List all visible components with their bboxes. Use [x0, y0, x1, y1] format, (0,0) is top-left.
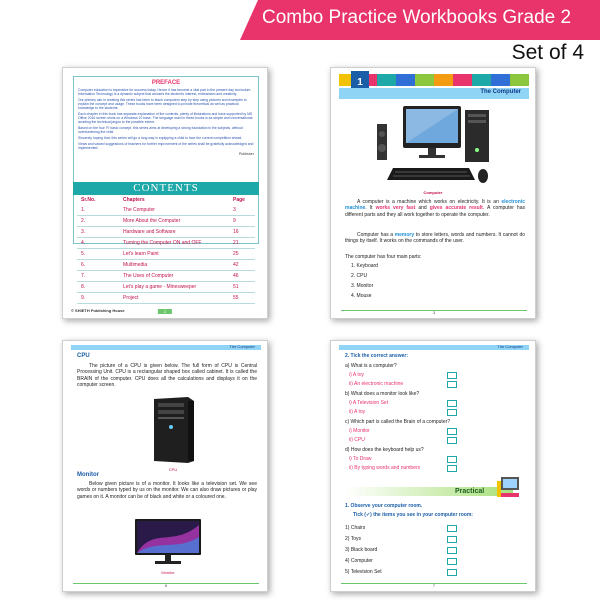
- page-number: 3: [341, 310, 527, 314]
- toc-row: [77, 271, 255, 282]
- observe-instruction: 1. Observe your computer room.: [345, 503, 423, 509]
- contents-title: CONTENTS: [73, 182, 259, 195]
- part-item: 4. Mouse: [351, 293, 372, 299]
- toc-chapter: Let's learn Paint: [123, 251, 159, 257]
- item-checkbox[interactable]: [447, 558, 457, 565]
- answer-checkbox[interactable]: [447, 400, 457, 407]
- cpu-shape: [465, 110, 489, 162]
- page-number: 6: [73, 583, 259, 587]
- toc-page: 55: [233, 295, 239, 301]
- toc-row: [77, 205, 255, 216]
- toc-page: 9: [233, 218, 236, 224]
- keyboard-shape: [387, 168, 475, 180]
- answer-checkbox[interactable]: [447, 428, 457, 435]
- computer-illustration: [373, 104, 495, 188]
- page-the-computer: [330, 67, 536, 319]
- answer-option: i) A toy: [349, 372, 365, 378]
- computer-icon: [495, 475, 523, 499]
- preface-paragraph: Computer education is imperative for success today. Hence it has become a vital part in the present day curriculum. Information Technology is a dynamic subject that arouses the student's interest, enthusiasm and creativity.: [78, 88, 252, 96]
- toc-no: 4.: [81, 240, 86, 246]
- practical-item: 2) Toys: [345, 536, 362, 542]
- toc-row: [77, 282, 255, 293]
- toc-row: [77, 238, 255, 249]
- answer-option: i) Monitor: [349, 428, 370, 434]
- toc-no: 3.: [81, 229, 86, 235]
- monitor-title: Monitor: [77, 472, 99, 478]
- toc-row: [77, 227, 255, 238]
- question: c) Which part is called the Brain of a computer?: [345, 419, 451, 425]
- answer-checkbox[interactable]: [447, 381, 457, 388]
- practical-item: 3) Black board: [345, 547, 378, 553]
- item-checkbox[interactable]: [447, 525, 457, 532]
- toc-no: 8.: [81, 284, 86, 290]
- page-header-label: The Computer: [229, 344, 255, 349]
- practical-item: 1) Chairs: [345, 525, 366, 531]
- computer-paragraph-1: A computer is a machine which works on electricity. It is an electronic machine. It works very fast and gives accurate result. A computer has different parts and they all work together to operate the computer.: [345, 199, 525, 218]
- answer-option: ii) By typing words and numbers: [349, 465, 421, 471]
- answer-option: ii) CPU: [349, 437, 365, 443]
- toc-header-chapter: Chapters: [123, 197, 145, 203]
- part-item: 3. Monitor: [351, 283, 374, 289]
- question: b) What does a monitor look like?: [345, 391, 420, 397]
- answer-checkbox[interactable]: [447, 372, 457, 379]
- chapter-number: 1: [351, 71, 369, 95]
- cpu-caption: CPU: [168, 467, 178, 472]
- practical-item: 4) Computer: [345, 558, 373, 564]
- parts-intro: The computer has four main parts:: [345, 254, 422, 260]
- toc-page: 3: [233, 207, 236, 213]
- toc-row: [77, 260, 255, 271]
- exercise-title: 2. Tick the correct answer:: [345, 353, 408, 359]
- speaker-shape: [377, 124, 387, 160]
- toc-no: 1.: [81, 207, 86, 213]
- question: a) What is a computer?: [345, 363, 397, 369]
- page-cpu-monitor: [62, 340, 268, 592]
- part-item: 2. CPU: [351, 273, 368, 279]
- toc-header-page: Page: [233, 197, 245, 203]
- answer-option: i) A Television Set: [349, 400, 389, 406]
- banner-title: Combo Practice Workbooks Grade 2: [262, 7, 572, 28]
- toc-no: 7.: [81, 273, 86, 279]
- item-checkbox[interactable]: [447, 547, 457, 554]
- toc-chapter: Multimedia: [123, 262, 148, 268]
- monitor-paragraph: Below given picture is of a monitor. It looks like a television set. We see words or numbers typed by us on the monitor. We can also draw pictures or play games on it. A monitor can be of black and white or a coloured one.: [77, 481, 257, 500]
- page-number: 7: [341, 583, 527, 587]
- toc-row: [77, 249, 255, 260]
- toc-page: 25: [233, 251, 239, 257]
- toc-chapter: Turning the Computer ON and OFF: [123, 240, 202, 246]
- preface-paragraph: Sincerely hoping that, this series will go a long way in equipping a child to face the current competition ahead.: [78, 136, 243, 140]
- set-label: Set of 4: [511, 41, 584, 64]
- image-caption: Computer: [423, 190, 443, 195]
- page-preface-contents: [62, 67, 268, 319]
- toc-no: 6.: [81, 262, 86, 268]
- page-header-bar: [339, 345, 529, 350]
- toc-header-no: Sr.No.: [81, 197, 96, 203]
- answer-checkbox[interactable]: [447, 456, 457, 463]
- preface-paragraph: Based on the four 'R' basic concept, this series aims at developing a strong foundation in the subjects, without overburdening the child.: [78, 126, 243, 134]
- answer-checkbox[interactable]: [447, 437, 457, 444]
- practical-bar: [345, 487, 513, 496]
- toc-no: 5.: [81, 251, 86, 257]
- toc-row: [77, 216, 255, 227]
- part-item: 1. Keyboard: [351, 263, 378, 269]
- preface-paragraph: Views and valued suggestions of teachers for further improvement of the series shall be gratefully acknowledged and implemented.: [78, 142, 254, 150]
- toc-row: [77, 293, 255, 304]
- toc-page: 42: [233, 262, 239, 268]
- monitor-illustration: [133, 517, 203, 567]
- page-exercises: [330, 340, 536, 592]
- computer-paragraph-2: Computer has a memory to store letters, words and numbers. It cannot do things by itself. It works on the commands of the user.: [345, 232, 526, 245]
- practical-title: Practical: [455, 488, 485, 495]
- answer-option: i) To Draw: [349, 456, 372, 462]
- toc-chapter: More About the Computer: [123, 218, 181, 224]
- monitor-caption: Monitor: [161, 570, 175, 575]
- answer-checkbox[interactable]: [447, 465, 457, 472]
- preface-title: PREFACE: [151, 80, 181, 86]
- page-number: 2: [158, 309, 172, 314]
- toc-page: 21: [233, 240, 239, 246]
- mouse-shape: [478, 169, 488, 183]
- toc-chapter: Hardware and Software: [123, 229, 176, 235]
- toc-page: 51: [233, 284, 239, 290]
- chapter-title: The Computer: [480, 89, 521, 95]
- item-checkbox[interactable]: [447, 569, 457, 576]
- question: d) How does the keyboard help us?: [345, 447, 424, 453]
- practical-item: 5) Television Set: [345, 569, 382, 575]
- toc-no: 9.: [81, 295, 86, 301]
- toc-page: 46: [233, 273, 239, 279]
- preface-publisher: Publisher: [239, 152, 254, 156]
- toc-no: 2.: [81, 218, 86, 224]
- answer-option: ii) A toy: [349, 409, 366, 415]
- preface-paragraph: Our primary aim in creating this series has been to teach computers step by step using pictures and examples to explain the concept and usage. These books have been designed to provide theoretical as well as practical knowledge to the students.: [78, 98, 247, 110]
- preface-paragraph: Each chapter in this book has separate explanation of the contents, plenty of illustrations and have supported by MS Office 2016 screen shots on a Windows 10 base. The language used in these books is as simple and conversational avoiding the technical jargon to the possible extent.: [78, 112, 253, 124]
- cpu-title: CPU: [77, 353, 90, 359]
- toc-chapter: Project: [123, 295, 139, 301]
- answer-checkbox[interactable]: [447, 409, 457, 416]
- tick-instruction: Tick (✓) the items you see in your computer room:: [353, 512, 473, 518]
- toc-chapter: Let's play a game - Minesweeper: [123, 284, 197, 290]
- toc-chapter: The Uses of Computer: [123, 273, 174, 279]
- cpu-illustration: [148, 395, 198, 465]
- toc-chapter: The Computer: [123, 207, 155, 213]
- toc-page: 16: [233, 229, 239, 235]
- page-header-bar: [71, 345, 261, 350]
- page-header-label: The Computer: [497, 344, 523, 349]
- cpu-paragraph: The picture of a CPU is given below. The full form of CPU is Central Processing Unit. CPU is a rectangular shaped box called cabinet. It is called the BRAIN of the computer. CPU does all the calculations and displays it on the computer screen.: [77, 363, 257, 388]
- answer-option: ii) An electronic machine: [349, 381, 404, 387]
- item-checkbox[interactable]: [447, 536, 457, 543]
- publisher-logo: © SHIETH Publishing House: [71, 308, 125, 313]
